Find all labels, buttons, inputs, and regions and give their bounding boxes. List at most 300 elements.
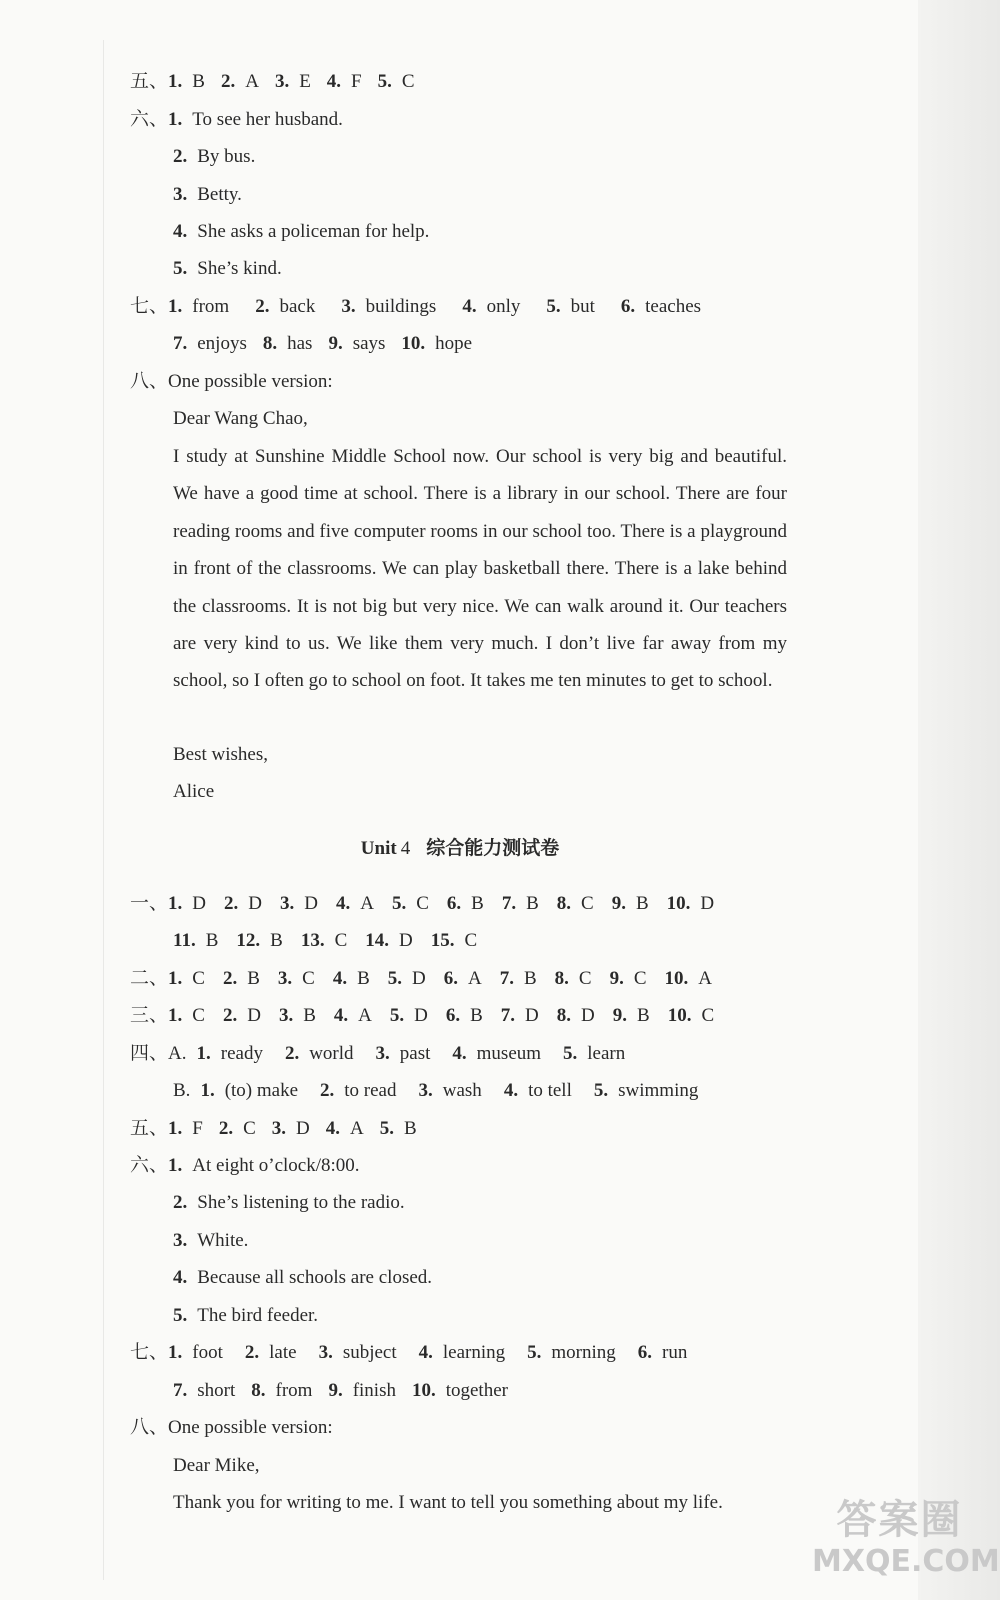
item-answer: D [304, 893, 318, 914]
item-answer: C [192, 1005, 205, 1026]
answer-item [255, 296, 315, 317]
answer-item [555, 968, 592, 989]
intro-text: One possible version: [168, 371, 333, 392]
answer-item [168, 1342, 223, 1363]
answer-item [638, 1342, 688, 1363]
answer-item [388, 968, 426, 989]
item-number: 8. [554, 968, 569, 989]
item-answer: short [197, 1380, 236, 1401]
item-number: 9. [611, 893, 626, 914]
answer-item [380, 1118, 417, 1139]
item-answer: has [287, 333, 313, 354]
item-number: 7. [173, 333, 188, 354]
answer-item [621, 296, 701, 317]
part1-section-6-item-5 [173, 257, 282, 281]
answer-item [272, 1118, 310, 1139]
unit4-section-7-row-2 [173, 1379, 508, 1403]
page-gutter-shade [918, 0, 1000, 1600]
unit-title-text: 综合能力测试卷 [426, 837, 560, 859]
item-number: 4. [173, 1267, 188, 1288]
answer-item [336, 893, 374, 914]
item-number: 3. [271, 1118, 287, 1139]
item-answer: D [296, 1118, 310, 1139]
item-answer: teaches [645, 296, 702, 317]
answer-item [327, 71, 362, 92]
part1-section-7-row-1 [130, 295, 701, 319]
item-number: 1. [168, 968, 183, 989]
answer-item [197, 1043, 263, 1064]
item-number: 9. [612, 1005, 627, 1026]
item-number: 1. [168, 1118, 183, 1139]
item-answer: C [334, 930, 348, 951]
item-answer: D [192, 893, 206, 914]
item-answer: to read [344, 1080, 397, 1101]
answer-item [168, 968, 205, 989]
item-answer: back [279, 296, 316, 317]
answer-item [278, 968, 315, 989]
letter-body: I study at Sunshine Middle School now. Our school is very big and beautiful. We have a good time at school. There is a library in our school. There are four reading rooms and five computer rooms in our school too. There is a playground in front of the classrooms. We can play basketball there. There is a lake behind the classrooms. It is not big but very nice. We can walk around it. Our teachers are very kind to us. We like them very much. I don’t live far away from my school, so I often go to school on foot. It takes me ten minutes to get to school. [173, 446, 787, 692]
unit4-section-8-intro [130, 1416, 333, 1440]
unit4-section-6-item-3 [173, 1229, 248, 1253]
answer-item [173, 333, 247, 354]
answer-item [557, 893, 594, 914]
item-number: 4. [452, 1043, 467, 1064]
item-answer: foot [192, 1342, 223, 1363]
answer-item [462, 296, 520, 317]
item-number: 9. [328, 333, 343, 354]
item-number: 5. [389, 1005, 405, 1026]
item-number: 3. [375, 1043, 390, 1064]
section-label: 四、 [130, 1043, 169, 1064]
answer-item [419, 1080, 482, 1101]
item-number: 1. [168, 1155, 183, 1176]
item-answer: Betty. [197, 184, 242, 205]
item-answer: together [445, 1380, 508, 1401]
letter-closing: Best wishes, [173, 744, 268, 765]
unit-title [0, 836, 920, 861]
answer-item [251, 1380, 312, 1401]
answer-item [173, 1380, 235, 1401]
answer-item [378, 71, 415, 92]
item-number: 2. [218, 1118, 234, 1139]
item-number: 4. [325, 1118, 341, 1139]
item-number: 1. [168, 1005, 183, 1026]
answer-item [665, 968, 712, 989]
section-label: 五、 [130, 71, 169, 92]
item-number: 8. [251, 1380, 266, 1401]
item-answer: B [635, 893, 649, 914]
part-label: B. [173, 1080, 191, 1101]
unit-label: Unit [360, 838, 397, 859]
answer-item [301, 930, 347, 951]
item-number: 10. [401, 333, 426, 354]
unit4-section-2 [130, 967, 712, 991]
item-number: 1. [200, 1080, 215, 1101]
item-number: 1. [168, 296, 183, 317]
answer-item [168, 1005, 205, 1026]
item-number: 4. [333, 1005, 349, 1026]
answer-item [168, 1118, 203, 1139]
section-label: 七、 [130, 296, 169, 317]
item-number: 13. [300, 930, 325, 951]
item-number: 3. [318, 1342, 333, 1363]
answer-item [334, 1005, 372, 1026]
letter-greeting: Dear Mike, [173, 1455, 260, 1476]
item-number: 10. [411, 1380, 436, 1401]
answer-item [390, 1005, 428, 1026]
answer-item [328, 333, 385, 354]
answer-item [446, 1005, 483, 1026]
item-answer: B [470, 1005, 483, 1026]
item-number: 3. [173, 184, 188, 205]
answer-item [667, 893, 714, 914]
unit4-section-7-row-1 [130, 1341, 687, 1365]
answer-item [279, 1005, 316, 1026]
item-answer: (to) make [224, 1080, 299, 1101]
unit4-section-3 [130, 1004, 714, 1028]
item-answer: D [414, 1005, 428, 1026]
answer-item [527, 1342, 616, 1363]
answer-item [557, 1005, 595, 1026]
answer-item [365, 930, 412, 951]
unit4-section-4-part-b [173, 1079, 698, 1103]
answer-item [319, 1342, 397, 1363]
answer-item [504, 1080, 572, 1101]
answer-item [502, 893, 539, 914]
answer-item [419, 1342, 506, 1363]
item-answer: B [270, 930, 283, 951]
item-number: 5. [173, 1305, 188, 1326]
item-answer: subject [342, 1342, 397, 1363]
section-label: 八、 [130, 371, 169, 392]
answer-item [326, 1118, 364, 1139]
watermark-logo-text: 答案圈 [836, 1497, 963, 1543]
item-answer: F [351, 71, 362, 92]
item-answer: past [399, 1043, 431, 1064]
item-number: 7. [499, 968, 514, 989]
answer-item [200, 1080, 298, 1101]
item-number: 3. [279, 893, 295, 914]
answer-item [168, 893, 206, 914]
answer-item [392, 893, 429, 914]
item-answer: hope [435, 333, 473, 354]
item-number: 8. [262, 333, 278, 354]
item-answer: B [192, 71, 205, 92]
item-answer: A [245, 71, 259, 92]
item-answer: D [247, 1005, 261, 1026]
item-number: 5. [593, 1080, 609, 1101]
item-answer: late [269, 1342, 297, 1363]
answer-item [320, 1080, 396, 1101]
item-number: 5. [379, 1118, 394, 1139]
item-number: 5. [173, 258, 188, 279]
item-number: 2. [244, 1342, 260, 1363]
item-answer: run [662, 1342, 688, 1363]
section-label: 一、 [130, 893, 169, 914]
item-number: 4. [335, 893, 351, 914]
item-number: 2. [284, 1043, 300, 1064]
item-answer: A [698, 968, 713, 989]
item-number: 7. [500, 1005, 516, 1026]
item-answer: D [399, 930, 413, 951]
item-answer: F [192, 1118, 203, 1139]
item-answer: enjoys [197, 333, 247, 354]
item-answer: At eight o’clock/8:00. [192, 1155, 360, 1176]
answer-item [444, 968, 482, 989]
site-watermark [812, 1488, 1000, 1596]
item-number: 2. [220, 71, 236, 92]
item-answer: B [526, 893, 539, 914]
item-answer: C [401, 71, 415, 92]
item-answer: C [192, 968, 205, 989]
answer-item [223, 968, 260, 989]
item-number: 6. [445, 1005, 461, 1026]
item-answer: D [248, 893, 262, 914]
answer-item [563, 1043, 625, 1064]
answer-item [168, 296, 229, 317]
item-answer: A [350, 1118, 364, 1139]
item-number: 7. [501, 893, 517, 914]
item-number: 14. [365, 930, 390, 951]
item-answer: B [523, 968, 537, 989]
item-answer: B [247, 968, 260, 989]
answer-item [452, 1043, 541, 1064]
answer-item [431, 930, 477, 951]
item-number: 3. [278, 1005, 294, 1026]
item-answer: D [525, 1005, 539, 1026]
item-answer: learn [587, 1043, 626, 1064]
answer-item [173, 930, 218, 951]
item-number: 3. [418, 1080, 433, 1101]
item-number: 4. [462, 296, 477, 317]
item-number: 8. [556, 893, 572, 914]
answer-item [401, 333, 472, 354]
unit4-section-1-row-2 [173, 929, 477, 953]
item-answer: world [309, 1043, 354, 1064]
item-answer: C [302, 968, 315, 989]
item-answer: says [352, 333, 386, 354]
item-number: 11. [173, 930, 196, 951]
item-number: 5. [563, 1043, 578, 1064]
answer-item [280, 893, 318, 914]
item-number: 5. [527, 1342, 542, 1363]
item-number: 2. [320, 1080, 335, 1101]
section-label: 六、 [130, 109, 169, 130]
item-answer: buildings [365, 296, 437, 317]
item-number: 10. [664, 968, 689, 989]
item-number: 3. [341, 296, 356, 317]
part1-section-6-item-4 [173, 220, 429, 244]
item-number: 1. [168, 1342, 183, 1363]
item-number: 6. [446, 893, 462, 914]
part1-section-8-intro [130, 370, 333, 394]
item-number: 9. [609, 968, 624, 989]
answer-item [221, 71, 259, 92]
item-answer: She’s listening to the radio. [197, 1192, 405, 1213]
item-answer: wash [442, 1080, 482, 1101]
item-answer: C [701, 1005, 715, 1026]
item-answer: D [412, 968, 426, 989]
item-answer: A [360, 893, 374, 914]
answer-item [219, 1118, 256, 1139]
item-number: 4. [418, 1342, 433, 1363]
item-answer: C [464, 930, 478, 951]
answer-item [341, 296, 436, 317]
answer-item [610, 968, 647, 989]
item-answer: She’s kind. [197, 258, 282, 279]
item-answer: C [416, 893, 429, 914]
item-number: 4. [173, 221, 188, 242]
letter-signature: Alice [173, 781, 215, 802]
item-answer: A [468, 968, 482, 989]
item-number: 1. [168, 893, 183, 914]
item-answer: Because all schools are closed. [197, 1267, 433, 1288]
item-answer: B [471, 893, 484, 914]
part1-section-6-item-2 [173, 145, 255, 169]
answer-item [447, 893, 484, 914]
unit4-section-5 [130, 1117, 417, 1141]
item-number: 5. [546, 296, 561, 317]
item-number: 3. [274, 71, 290, 92]
item-answer: The bird feeder. [197, 1305, 319, 1326]
section-label: 五、 [130, 1118, 169, 1139]
item-answer: museum [476, 1043, 542, 1064]
answer-item [168, 71, 205, 92]
item-answer: B [357, 968, 370, 989]
item-number: 4. [326, 71, 342, 92]
answer-item [376, 1043, 431, 1064]
item-answer: B [404, 1118, 417, 1139]
item-answer: C [243, 1118, 256, 1139]
item-number: 2. [173, 146, 188, 167]
unit4-section-6-item-5 [173, 1304, 318, 1328]
answer-item [224, 893, 262, 914]
part1-section-7-row-2 [173, 332, 472, 356]
unit4-section-1-row-1 [130, 892, 714, 916]
item-answer: B [637, 1005, 650, 1026]
part1-section-5 [130, 70, 415, 94]
item-answer: B [205, 930, 219, 951]
item-answer: White. [197, 1230, 249, 1251]
item-number: 5. [391, 893, 407, 914]
answer-item [612, 893, 649, 914]
item-answer: E [299, 71, 311, 92]
item-number: 10. [667, 1005, 692, 1026]
item-answer: to tell [528, 1080, 572, 1101]
letter-body: Thank you for writing to me. I want to tell you something about my life. [173, 1492, 723, 1513]
unit4-section-6-item-2 [173, 1191, 405, 1215]
answer-item [236, 930, 282, 951]
item-number: 1. [196, 1043, 211, 1064]
item-number: 2. [222, 1005, 238, 1026]
left-margin-rule [103, 40, 104, 1580]
item-answer: D [581, 1005, 595, 1026]
item-number: 5. [387, 968, 403, 989]
item-answer: ready [220, 1043, 263, 1064]
section-label: 八、 [130, 1417, 169, 1438]
item-number: 15. [430, 930, 455, 951]
letter-greeting: Dear Wang Chao, [173, 408, 308, 429]
item-number: 2. [224, 893, 239, 914]
unit4-section-4-part-a [130, 1042, 625, 1066]
answer-item [285, 1043, 354, 1064]
item-answer: A [358, 1005, 372, 1026]
item-answer: To see her husband. [192, 109, 343, 130]
item-number: 2. [173, 1192, 188, 1213]
answer-item [613, 1005, 650, 1026]
section-label: 三、 [130, 1005, 169, 1026]
item-number: 3. [173, 1230, 188, 1251]
item-number: 6. [443, 968, 458, 989]
item-number: 6. [620, 296, 636, 317]
answer-item [245, 1342, 297, 1363]
unit4-section-6-item-1 [130, 1154, 360, 1178]
item-answer: learning [442, 1342, 506, 1363]
item-answer: She asks a policeman for help. [197, 221, 430, 242]
item-answer: from [192, 296, 230, 317]
item-number: 8. [556, 1005, 572, 1026]
intro-text: One possible version: [168, 1417, 333, 1438]
answer-item [594, 1080, 698, 1101]
item-number: 7. [173, 1380, 188, 1401]
item-answer: from [275, 1380, 313, 1401]
item-answer: finish [352, 1380, 396, 1401]
item-answer: By bus. [197, 146, 256, 167]
unit-number: 4 [400, 838, 411, 859]
item-answer: D [700, 893, 715, 914]
item-answer: C [578, 968, 592, 989]
item-answer: B [303, 1005, 316, 1026]
item-number: 3. [277, 968, 293, 989]
answer-item [412, 1380, 508, 1401]
section-label: 六、 [130, 1155, 169, 1176]
item-answer: C [633, 968, 647, 989]
answer-item [546, 296, 595, 317]
watermark-url: MXQE.COM [812, 1544, 1000, 1579]
section-label: 七、 [130, 1342, 169, 1363]
item-answer: only [486, 296, 521, 317]
item-answer: C [581, 893, 594, 914]
item-number: 4. [332, 968, 348, 989]
item-number: 1. [168, 71, 183, 92]
part-label: A. [168, 1043, 187, 1064]
item-number: 5. [377, 71, 392, 92]
item-answer: but [570, 296, 595, 317]
answer-item [223, 1005, 261, 1026]
item-answer: swimming [618, 1080, 699, 1101]
item-number: 4. [503, 1080, 519, 1101]
answer-item [275, 71, 311, 92]
answer-item [333, 968, 370, 989]
part1-section-6-item-1 [130, 108, 343, 132]
item-number: 2. [222, 968, 238, 989]
section-label: 二、 [130, 968, 169, 989]
answer-item [500, 968, 537, 989]
answer-item [668, 1005, 714, 1026]
item-number: 10. [666, 893, 691, 914]
answer-item [501, 1005, 539, 1026]
unit4-section-6-item-4 [173, 1266, 432, 1290]
item-answer: morning [551, 1342, 616, 1363]
answer-item [263, 333, 313, 354]
answer-item [328, 1380, 396, 1401]
item-number: 1. [168, 109, 183, 130]
item-number: 2. [255, 296, 270, 317]
item-number: 9. [328, 1380, 343, 1401]
item-number: 12. [236, 930, 261, 951]
part1-section-6-item-3 [173, 183, 242, 207]
item-number: 6. [637, 1342, 653, 1363]
